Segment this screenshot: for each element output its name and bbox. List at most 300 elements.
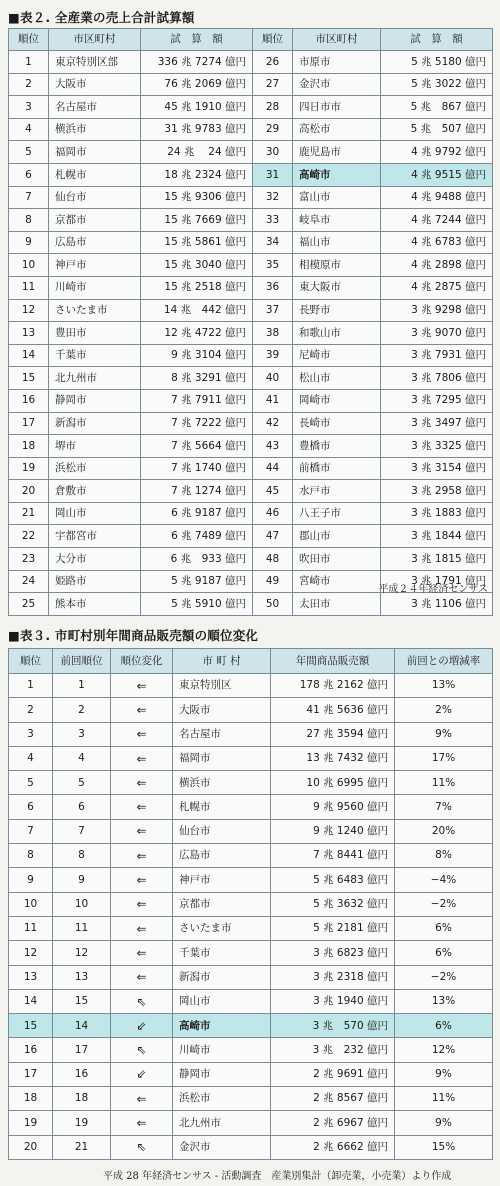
rank-cell: 35 — [253, 254, 293, 277]
city-cell: 豊田市 — [49, 322, 141, 345]
estimate-cell: 3 兆 9070 億円 — [381, 322, 493, 345]
annual-sales-cell: 3 兆 232 億円 — [271, 1038, 395, 1062]
rank-cell: 10 — [9, 254, 49, 277]
city-cell: 熊本市 — [49, 593, 141, 616]
estimate-cell: 12 兆 4722 億円 — [141, 322, 253, 345]
estimate-cell: 3 兆 7806 億円 — [381, 367, 493, 390]
rank-change-arrow-icon: ⇐ — [111, 722, 173, 746]
header-city: 市区町村 — [49, 29, 141, 51]
rank-cell: 22 — [9, 525, 49, 548]
rank-cell: 37 — [253, 299, 293, 322]
rank-cell: 17 — [9, 412, 49, 435]
estimate-cell: 4 兆 7244 億円 — [381, 209, 493, 232]
table-row — [9, 435, 493, 458]
annual-sales-cell: 7 兆 8441 億円 — [271, 844, 395, 868]
estimate-cell: 5 兆 3022 億円 — [381, 73, 493, 96]
table-row — [9, 593, 493, 616]
rank-cell: 36 — [253, 276, 293, 299]
city-cell: 神戸市 — [173, 868, 271, 892]
city-cell: 高松市 — [293, 118, 381, 141]
rank-change-arrow-icon: ⇐ — [111, 771, 173, 795]
rank-cell: 19 — [9, 457, 49, 480]
annual-sales-cell: 10 兆 6995 億円 — [271, 771, 395, 795]
annual-sales-cell: 178 兆 2162 億円 — [271, 674, 395, 698]
estimate-cell: 7 兆 1274 億円 — [141, 480, 253, 503]
rank-cell: 13 — [9, 322, 49, 345]
estimate-cell: 4 兆 2898 億円 — [381, 254, 493, 277]
city-cell: 横浜市 — [173, 771, 271, 795]
estimate-cell: 5 兆 9187 億円 — [141, 570, 253, 593]
table-row — [9, 502, 493, 525]
prev-rank-cell: 12 — [53, 941, 111, 965]
rank-cell: 32 — [253, 186, 293, 209]
estimate-cell: 336 兆 7274 億円 — [141, 51, 253, 74]
rank-cell: 44 — [253, 457, 293, 480]
city-cell: 静岡市 — [173, 1062, 271, 1086]
prev-rank-cell: 6 — [53, 795, 111, 819]
prev-rank-cell: 8 — [53, 844, 111, 868]
rank-cell: 1 — [9, 51, 49, 74]
change-rate-cell: 2% — [395, 698, 493, 722]
rank-change-arrow-icon: ⇐ — [111, 844, 173, 868]
city-cell: 福山市 — [293, 231, 381, 254]
city-cell: 松山市 — [293, 367, 381, 390]
change-rate-cell: 15% — [395, 1135, 493, 1159]
annual-sales-cell: 13 兆 7432 億円 — [271, 746, 395, 770]
city-cell: 四日市市 — [293, 96, 381, 119]
rank-cell: 15 — [9, 1014, 53, 1038]
sales-estimate-table — [8, 28, 493, 616]
rank-cell: 29 — [253, 118, 293, 141]
header-rank: 順位 — [253, 29, 293, 51]
city-cell: 名古屋市 — [49, 96, 141, 119]
table-row — [9, 941, 493, 965]
change-rate-cell: 17% — [395, 746, 493, 770]
rank-cell: 47 — [253, 525, 293, 548]
city-cell: 千葉市 — [49, 344, 141, 367]
rank-cell: 9 — [9, 868, 53, 892]
rank-change-arrow-icon: ⇐ — [111, 868, 173, 892]
table-header-row — [9, 29, 493, 51]
table-row — [9, 965, 493, 989]
rank-change-arrow-icon: ⇐ — [111, 746, 173, 770]
rank-cell: 40 — [253, 367, 293, 390]
table3-title: ■表３. 市町村別年間商品販売額の順位変化 — [8, 628, 259, 643]
prev-rank-cell: 13 — [53, 965, 111, 989]
table-row — [9, 322, 493, 345]
city-cell: 札幌市 — [49, 163, 141, 186]
annual-sales-cell: 5 兆 2181 億円 — [271, 916, 395, 940]
header-rank: 順位 — [9, 29, 49, 51]
rank-change-arrow-icon: ⇖ — [111, 989, 173, 1013]
estimate-cell: 4 兆 9515 億円 — [381, 163, 493, 186]
rank-cell: 12 — [9, 941, 53, 965]
table-row — [9, 1038, 493, 1062]
rank-cell: 33 — [253, 209, 293, 232]
estimate-cell: 4 兆 9792 億円 — [381, 141, 493, 164]
rank-cell: 4 — [9, 746, 53, 770]
city-cell: 太田市 — [293, 593, 381, 616]
rank-cell: 42 — [253, 412, 293, 435]
estimate-cell: 3 兆 3154 億円 — [381, 457, 493, 480]
annual-sales-cell: 2 兆 6967 億円 — [271, 1111, 395, 1135]
estimate-cell: 5 兆 507 億円 — [381, 118, 493, 141]
rank-change-arrow-icon: ⇐ — [111, 965, 173, 989]
prev-rank-cell: 3 — [53, 722, 111, 746]
estimate-cell: 5 兆 5180 億円 — [381, 51, 493, 74]
table-row — [9, 412, 493, 435]
rank-cell: 9 — [9, 231, 49, 254]
header-city: 市区町村 — [293, 29, 381, 51]
change-rate-cell: 9% — [395, 1111, 493, 1135]
table2-source: 平成２４年経済センサス — [378, 584, 488, 595]
city-cell: 金沢市 — [293, 73, 381, 96]
city-cell: 高崎市 — [173, 1014, 271, 1038]
table-row — [9, 276, 493, 299]
city-cell: 水戸市 — [293, 480, 381, 503]
header-change-rate: 前回との増減率 — [395, 649, 493, 674]
annual-sales-cell: 41 兆 5636 億円 — [271, 698, 395, 722]
table-row — [9, 186, 493, 209]
estimate-cell: 3 兆 7931 億円 — [381, 344, 493, 367]
prev-rank-cell: 19 — [53, 1111, 111, 1135]
rank-cell: 25 — [9, 593, 49, 616]
rank-cell: 18 — [9, 1087, 53, 1111]
rank-cell: 12 — [9, 299, 49, 322]
header-estimate: 試 算 額 — [141, 29, 253, 51]
city-cell: 千葉市 — [173, 941, 271, 965]
table-row — [9, 795, 493, 819]
table2-title: ■表２. 全産業の売上合計試算額 — [8, 10, 195, 25]
rank-cell: 28 — [253, 96, 293, 119]
estimate-cell: 5 兆 867 億円 — [381, 96, 493, 119]
city-cell: 神戸市 — [49, 254, 141, 277]
rank-cell: 11 — [9, 916, 53, 940]
table3-body — [9, 674, 493, 1160]
rank-cell: 38 — [253, 322, 293, 345]
estimate-cell: 4 兆 2875 億円 — [381, 276, 493, 299]
table-row — [9, 989, 493, 1013]
table-row — [9, 51, 493, 74]
rank-cell: 8 — [9, 844, 53, 868]
rank-cell: 27 — [253, 73, 293, 96]
rank-change-arrow-icon: ⇐ — [111, 941, 173, 965]
table-row — [9, 698, 493, 722]
rank-cell: 18 — [9, 435, 49, 458]
change-rate-cell: 9% — [395, 1062, 493, 1086]
header-estimate: 試 算 額 — [381, 29, 493, 51]
city-cell: 川崎市 — [173, 1038, 271, 1062]
city-cell: 北九州市 — [49, 367, 141, 390]
change-rate-cell: 6% — [395, 1014, 493, 1038]
rank-change-arrow-icon: ⇐ — [111, 819, 173, 843]
rank-cell: 26 — [253, 51, 293, 74]
rank-cell: 16 — [9, 389, 49, 412]
annual-sales-cell: 2 兆 8567 億円 — [271, 1087, 395, 1111]
city-cell: 浜松市 — [49, 457, 141, 480]
change-rate-cell: −2% — [395, 892, 493, 916]
estimate-cell: 6 兆 7489 億円 — [141, 525, 253, 548]
annual-sales-cell: 9 兆 9560 億円 — [271, 795, 395, 819]
table-row — [9, 141, 493, 164]
rank-cell: 7 — [9, 819, 53, 843]
change-rate-cell: 13% — [395, 674, 493, 698]
city-cell: 札幌市 — [173, 795, 271, 819]
city-cell: 新潟市 — [49, 412, 141, 435]
city-cell: 東大阪市 — [293, 276, 381, 299]
estimate-cell: 7 兆 1740 億円 — [141, 457, 253, 480]
rank-cell: 5 — [9, 141, 49, 164]
rank-cell: 17 — [9, 1062, 53, 1086]
table-row — [9, 389, 493, 412]
estimate-cell: 3 兆 1791 億円 — [381, 570, 493, 593]
rank-cell: 34 — [253, 231, 293, 254]
rank-cell: 2 — [9, 698, 53, 722]
prev-rank-cell: 5 — [53, 771, 111, 795]
rank-cell: 10 — [9, 892, 53, 916]
rank-cell: 5 — [9, 771, 53, 795]
table-row — [9, 868, 493, 892]
rank-cell: 20 — [9, 480, 49, 503]
city-cell: さいたま市 — [49, 299, 141, 322]
city-cell: 京都市 — [49, 209, 141, 232]
table2-body — [9, 51, 493, 616]
city-cell: 岡崎市 — [293, 389, 381, 412]
rank-change-arrow-icon: ⇖ — [111, 1135, 173, 1159]
rank-cell: 21 — [9, 502, 49, 525]
prev-rank-cell: 17 — [53, 1038, 111, 1062]
city-cell: 吹田市 — [293, 548, 381, 571]
city-cell: 豊橋市 — [293, 435, 381, 458]
prev-rank-cell: 11 — [53, 916, 111, 940]
table-row — [9, 73, 493, 96]
rank-change-table — [8, 648, 493, 1160]
rank-cell: 48 — [253, 548, 293, 571]
city-cell: 岡山市 — [49, 502, 141, 525]
city-cell: 北九州市 — [173, 1111, 271, 1135]
prev-rank-cell: 4 — [53, 746, 111, 770]
city-cell: 宮崎市 — [293, 570, 381, 593]
rank-cell: 43 — [253, 435, 293, 458]
city-cell: さいたま市 — [173, 916, 271, 940]
estimate-cell: 4 兆 9488 億円 — [381, 186, 493, 209]
prev-rank-cell: 16 — [53, 1062, 111, 1086]
estimate-cell: 6 兆 9187 億円 — [141, 502, 253, 525]
rank-change-arrow-icon: ⇐ — [111, 674, 173, 698]
city-cell: 川崎市 — [49, 276, 141, 299]
rank-change-arrow-icon: ⇙ — [111, 1014, 173, 1038]
change-rate-cell: 11% — [395, 771, 493, 795]
header-annual-sales: 年間商品販売額 — [271, 649, 395, 674]
city-cell: 大阪市 — [49, 73, 141, 96]
estimate-cell: 24 兆 24 億円 — [141, 141, 253, 164]
estimate-cell: 45 兆 1910 億円 — [141, 96, 253, 119]
table-header-row — [9, 649, 493, 674]
table-row — [9, 525, 493, 548]
estimate-cell: 3 兆 1844 億円 — [381, 525, 493, 548]
city-cell: 広島市 — [173, 844, 271, 868]
table-row — [9, 344, 493, 367]
city-cell: 前橋市 — [293, 457, 381, 480]
rank-cell: 50 — [253, 593, 293, 616]
estimate-cell: 3 兆 1106 億円 — [381, 593, 493, 616]
table3-source: 平成 28 年経済センサス - 活動調査 産業別集計（卸売業，小売業）より作成 — [103, 1171, 452, 1182]
city-cell: 東京特別区 — [173, 674, 271, 698]
estimate-cell: 8 兆 3291 億円 — [141, 367, 253, 390]
estimate-cell: 18 兆 2324 億円 — [141, 163, 253, 186]
rank-cell: 4 — [9, 118, 49, 141]
table-row — [9, 209, 493, 232]
estimate-cell: 6 兆 933 億円 — [141, 548, 253, 571]
rank-cell: 2 — [9, 73, 49, 96]
table-row — [9, 163, 493, 186]
estimate-cell: 14 兆 442 億円 — [141, 299, 253, 322]
city-cell: 福岡市 — [49, 141, 141, 164]
rank-cell: 1 — [9, 674, 53, 698]
table-row — [9, 916, 493, 940]
estimate-cell: 9 兆 3104 億円 — [141, 344, 253, 367]
prev-rank-cell: 18 — [53, 1087, 111, 1111]
rank-cell: 15 — [9, 367, 49, 390]
estimate-cell: 31 兆 9783 億円 — [141, 118, 253, 141]
rank-change-arrow-icon: ⇐ — [111, 698, 173, 722]
table-row — [9, 1087, 493, 1111]
table-row — [9, 819, 493, 843]
prev-rank-cell: 14 — [53, 1014, 111, 1038]
rank-cell: 19 — [9, 1111, 53, 1135]
estimate-cell: 15 兆 7669 億円 — [141, 209, 253, 232]
city-cell: 和歌山市 — [293, 322, 381, 345]
estimate-cell: 3 兆 3325 億円 — [381, 435, 493, 458]
rank-cell: 49 — [253, 570, 293, 593]
estimate-cell: 3 兆 1883 億円 — [381, 502, 493, 525]
prev-rank-cell: 1 — [53, 674, 111, 698]
city-cell: 堺市 — [49, 435, 141, 458]
rank-change-arrow-icon: ⇙ — [111, 1062, 173, 1086]
estimate-cell: 15 兆 3040 億円 — [141, 254, 253, 277]
rank-cell: 45 — [253, 480, 293, 503]
city-cell: 広島市 — [49, 231, 141, 254]
change-rate-cell: 13% — [395, 989, 493, 1013]
city-cell: 相模原市 — [293, 254, 381, 277]
annual-sales-cell: 3 兆 1940 億円 — [271, 989, 395, 1013]
city-cell: 新潟市 — [173, 965, 271, 989]
rank-change-arrow-icon: ⇖ — [111, 1038, 173, 1062]
city-cell: 仙台市 — [49, 186, 141, 209]
rank-change-arrow-icon: ⇐ — [111, 795, 173, 819]
annual-sales-cell: 5 兆 3632 億円 — [271, 892, 395, 916]
city-cell: 仙台市 — [173, 819, 271, 843]
rank-cell: 8 — [9, 209, 49, 232]
rank-cell: 6 — [9, 163, 49, 186]
rank-cell: 46 — [253, 502, 293, 525]
city-cell: 名古屋市 — [173, 722, 271, 746]
city-cell: 尼崎市 — [293, 344, 381, 367]
estimate-cell: 3 兆 1815 億円 — [381, 548, 493, 571]
prev-rank-cell: 10 — [53, 892, 111, 916]
rank-cell: 16 — [9, 1038, 53, 1062]
header-prev-rank: 前回順位 — [53, 649, 111, 674]
rank-cell: 23 — [9, 548, 49, 571]
table-row — [9, 844, 493, 868]
prev-rank-cell: 21 — [53, 1135, 111, 1159]
city-cell: 大分市 — [49, 548, 141, 571]
rank-change-arrow-icon: ⇐ — [111, 1111, 173, 1135]
annual-sales-cell: 2 兆 9691 億円 — [271, 1062, 395, 1086]
estimate-cell: 7 兆 5664 億円 — [141, 435, 253, 458]
rank-change-arrow-icon: ⇐ — [111, 916, 173, 940]
rank-cell: 41 — [253, 389, 293, 412]
city-cell: 京都市 — [173, 892, 271, 916]
rank-cell: 20 — [9, 1135, 53, 1159]
change-rate-cell: 20% — [395, 819, 493, 843]
city-cell: 静岡市 — [49, 389, 141, 412]
table-row — [9, 548, 493, 571]
header-rank-change: 順位変化 — [111, 649, 173, 674]
change-rate-cell: 9% — [395, 722, 493, 746]
city-cell: 市原市 — [293, 51, 381, 74]
city-cell: 大阪市 — [173, 698, 271, 722]
estimate-cell: 3 兆 2958 億円 — [381, 480, 493, 503]
table-row — [9, 367, 493, 390]
header-city: 市 町 村 — [173, 649, 271, 674]
estimate-cell: 15 兆 5861 億円 — [141, 231, 253, 254]
prev-rank-cell: 9 — [53, 868, 111, 892]
prev-rank-cell: 7 — [53, 819, 111, 843]
rank-cell: 30 — [253, 141, 293, 164]
annual-sales-cell: 3 兆 6823 億円 — [271, 941, 395, 965]
city-cell: 倉敷市 — [49, 480, 141, 503]
change-rate-cell: 8% — [395, 844, 493, 868]
estimate-cell: 4 兆 6783 億円 — [381, 231, 493, 254]
estimate-cell: 3 兆 7295 億円 — [381, 389, 493, 412]
city-cell: 郡山市 — [293, 525, 381, 548]
prev-rank-cell: 15 — [53, 989, 111, 1013]
table-row — [9, 457, 493, 480]
change-rate-cell: 7% — [395, 795, 493, 819]
table-row — [9, 722, 493, 746]
change-rate-cell: 6% — [395, 941, 493, 965]
rank-cell: 14 — [9, 989, 53, 1013]
estimate-cell: 15 兆 2518 億円 — [141, 276, 253, 299]
change-rate-cell: 6% — [395, 916, 493, 940]
rank-cell: 24 — [9, 570, 49, 593]
rank-cell: 3 — [9, 96, 49, 119]
estimate-cell: 3 兆 9298 億円 — [381, 299, 493, 322]
annual-sales-cell: 3 兆 2318 億円 — [271, 965, 395, 989]
table-row — [9, 771, 493, 795]
city-cell: 富山市 — [293, 186, 381, 209]
table-row — [9, 1135, 493, 1159]
table-row — [9, 1062, 493, 1086]
rank-change-arrow-icon: ⇐ — [111, 1087, 173, 1111]
annual-sales-cell: 3 兆 570 億円 — [271, 1014, 395, 1038]
table-row — [9, 746, 493, 770]
city-cell: 金沢市 — [173, 1135, 271, 1159]
city-cell: 福岡市 — [173, 746, 271, 770]
estimate-cell: 5 兆 5910 億円 — [141, 593, 253, 616]
rank-cell: 13 — [9, 965, 53, 989]
change-rate-cell: 12% — [395, 1038, 493, 1062]
change-rate-cell: 11% — [395, 1087, 493, 1111]
city-cell: 宇都宮市 — [49, 525, 141, 548]
estimate-cell: 7 兆 7222 億円 — [141, 412, 253, 435]
table-row — [9, 231, 493, 254]
rank-change-arrow-icon: ⇐ — [111, 892, 173, 916]
change-rate-cell: −2% — [395, 965, 493, 989]
table-row — [9, 892, 493, 916]
estimate-cell: 76 兆 2069 億円 — [141, 73, 253, 96]
